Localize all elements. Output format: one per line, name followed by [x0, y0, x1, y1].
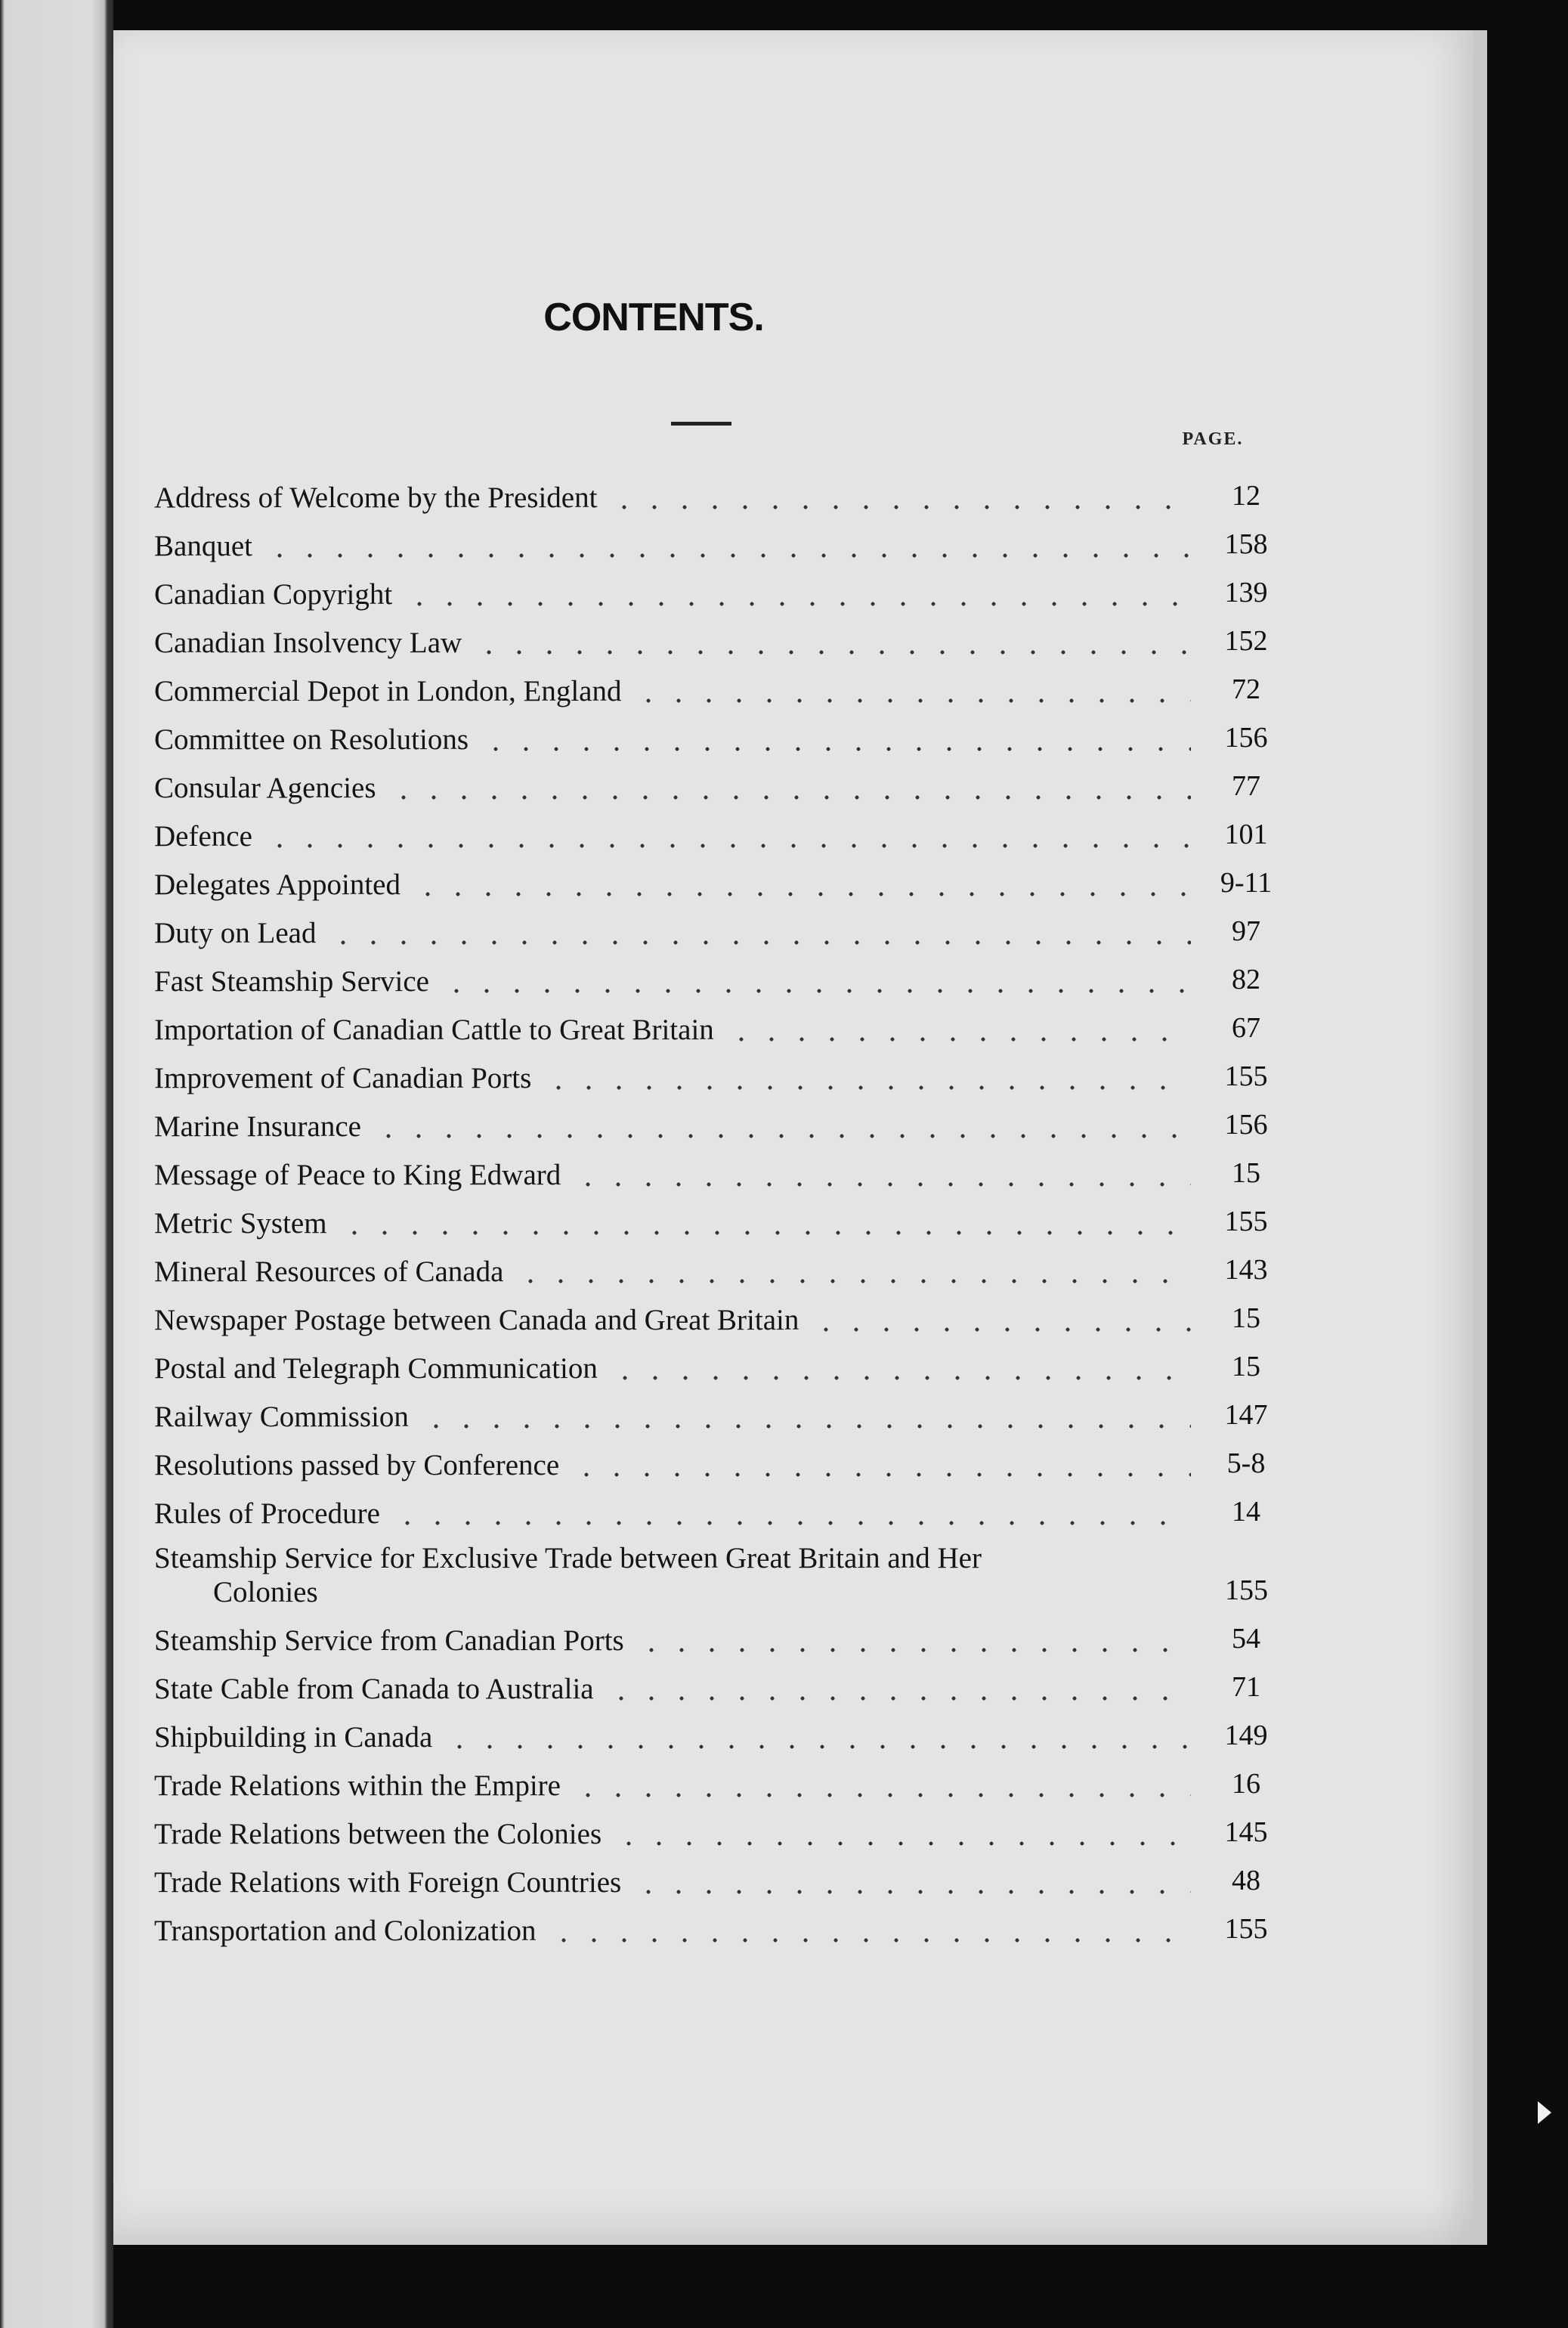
toc-entry-page: 14: [1232, 1496, 1260, 1528]
dot-leader: [726, 1013, 1191, 1043]
toc-entry-page: 156: [1224, 722, 1268, 754]
toc-entry-title: Trade Relations with Foreign Countries: [154, 1866, 633, 1900]
toc-entry-page: 97: [1232, 915, 1260, 947]
toc-entry-title: Banquet: [154, 530, 264, 564]
toc-entry: [154, 515, 1288, 564]
toc-entry-page: 149: [1224, 1720, 1268, 1751]
toc-entry-page: 155: [1224, 1913, 1268, 1945]
toc-entry-title: State Cable from Canada to Australia: [154, 1673, 606, 1707]
dot-leader: [264, 819, 1191, 850]
toc-entry: [154, 1483, 1288, 1531]
toc-entry: [154, 951, 1288, 999]
toc-entry-page: 54: [1232, 1623, 1260, 1655]
toc-entry-page: 9-11: [1220, 867, 1273, 899]
toc-entry-page: 156: [1224, 1109, 1268, 1141]
toc-entry: [154, 1048, 1288, 1096]
dot-leader: [543, 1061, 1191, 1091]
dot-leader: [404, 577, 1191, 608]
toc-entry-page: 77: [1232, 770, 1260, 802]
dot-leader: [571, 1448, 1191, 1478]
dot-leader: [515, 1255, 1191, 1285]
toc-entry: [154, 1852, 1288, 1900]
toc-entry: [154, 757, 1288, 806]
dot-leader: [413, 868, 1191, 898]
toc-entry-title: Steamship Service from Canadian Ports: [154, 1624, 636, 1658]
page-column-label: PAGE.: [1182, 429, 1244, 449]
toc-entry-page: 12: [1232, 480, 1260, 512]
toc-entry-page: 147: [1224, 1399, 1268, 1431]
toc-entry: [154, 999, 1288, 1048]
toc-entry-page: 15: [1232, 1302, 1260, 1334]
toc-entry-page: 152: [1224, 625, 1268, 657]
toc-entry-page: 145: [1224, 1816, 1268, 1848]
toc-entry: [154, 1386, 1288, 1435]
toc-entry: [154, 1755, 1288, 1803]
book-page: [113, 30, 1487, 2245]
toc-entry-page: 143: [1224, 1254, 1268, 1286]
toc-entry: [154, 1900, 1288, 1949]
toc-entry: [154, 467, 1288, 515]
dot-leader: [606, 1672, 1191, 1702]
toc-entry: [154, 1658, 1288, 1707]
toc-entry-title: Postal and Telegraph Communication: [154, 1352, 610, 1386]
dot-leader: [339, 1206, 1191, 1237]
toc-entry-title: Consular Agencies: [154, 772, 388, 806]
toc-entry-title-line1: Steamship Service for Exclusive Trade between Great Britain and Her: [154, 1542, 982, 1575]
toc-entry-title: Duty on Lead: [154, 917, 328, 951]
toc-entry: [154, 902, 1288, 951]
toc-entry-title: Importation of Canadian Cattle to Great Britain: [154, 1014, 726, 1048]
dot-leader: [549, 1914, 1191, 1944]
dot-leader: [609, 481, 1191, 511]
toc-entry-page: 48: [1232, 1865, 1260, 1896]
dot-leader: [328, 916, 1191, 946]
toc-entry-page: 139: [1224, 577, 1268, 608]
toc-entry-page: 72: [1232, 673, 1260, 705]
toc-entry: [154, 1803, 1288, 1852]
toc-entry-page: 155: [1224, 1060, 1268, 1092]
toc-entry-title: Marine Insurance: [154, 1110, 373, 1144]
contents-list: [154, 467, 1288, 1949]
toc-entry-page: 71: [1232, 1671, 1260, 1703]
toc-entry-title: Canadian Insolvency Law: [154, 627, 474, 661]
toc-entry: [154, 612, 1288, 661]
toc-entry-title: [154, 1542, 1192, 1610]
dot-leader: [392, 1497, 1191, 1527]
toc-entry-title: Committee on Resolutions: [154, 723, 481, 757]
toc-entry-title: Railway Commission: [154, 1401, 421, 1435]
toc-entry-page: 155: [1224, 1206, 1268, 1237]
toc-entry-title: Resolutions passed by Conference: [154, 1449, 571, 1483]
dot-leader: [573, 1158, 1191, 1188]
title-rule: [671, 422, 731, 426]
toc-entry: [154, 1531, 1288, 1610]
dot-leader: [421, 1400, 1191, 1430]
toc-entry-page: 155: [1225, 1574, 1269, 1606]
toc-entry: [154, 564, 1288, 612]
dot-leader: [614, 1817, 1191, 1847]
toc-entry-page: 158: [1224, 528, 1268, 560]
toc-entry-title: Newspaper Postage between Canada and Great Britain: [154, 1304, 811, 1338]
toc-entry-page: 67: [1232, 1012, 1260, 1044]
toc-entry-title: Transportation and Colonization: [154, 1915, 549, 1949]
toc-entry-page: 15: [1232, 1351, 1260, 1382]
toc-entry-title: Canadian Copyright: [154, 578, 404, 612]
toc-entry: [154, 661, 1288, 709]
toc-entry: [154, 1241, 1288, 1289]
toc-entry-title: Commercial Depot in London, England: [154, 675, 633, 709]
toc-entry-title: Improvement of Canadian Ports: [154, 1062, 543, 1096]
toc-entry-title-line2: Colonies: [213, 1576, 318, 1609]
dot-leader: [811, 1303, 1191, 1333]
toc-entry-title: Mineral Resources of Canada: [154, 1255, 515, 1289]
toc-entry: [154, 1193, 1288, 1241]
toc-entry: [154, 1435, 1288, 1483]
dot-leader: [610, 1351, 1191, 1382]
toc-entry: [154, 806, 1288, 854]
dot-leader: [264, 529, 1191, 559]
toc-entry-page: 5-8: [1226, 1447, 1266, 1479]
toc-entry-title: Shipbuilding in Canada: [154, 1721, 444, 1755]
toc-entry: [154, 1707, 1288, 1755]
toc-entry: [154, 1610, 1288, 1658]
dot-leader: [444, 1720, 1191, 1751]
dot-leader: [481, 723, 1191, 753]
toc-entry-title: Message of Peace to King Edward: [154, 1159, 573, 1193]
dot-leader: [636, 1624, 1191, 1654]
toc-entry: [154, 854, 1288, 902]
toc-entry-title: Fast Steamship Service: [154, 965, 441, 999]
toc-entry-page: 16: [1232, 1768, 1260, 1800]
toc-entry-title: Defence: [154, 820, 264, 854]
toc-entry-page: 15: [1232, 1157, 1260, 1189]
toc-entry-title: Address of Welcome by the President: [154, 481, 609, 515]
dot-leader: [474, 626, 1191, 656]
toc-entry-page: 82: [1232, 964, 1260, 995]
toc-entry-title: Trade Relations within the Empire: [154, 1769, 573, 1803]
scan-left-edge: [0, 0, 113, 2328]
toc-entry-title: Trade Relations between the Colonies: [154, 1818, 614, 1852]
dot-leader: [388, 771, 1191, 801]
dot-leader: [373, 1110, 1191, 1140]
dot-leader: [441, 964, 1191, 995]
toc-entry-title: Rules of Procedure: [154, 1497, 392, 1531]
dot-leader: [633, 674, 1191, 704]
toc-entry: [154, 1338, 1288, 1386]
scan-edge-mark: [1538, 2101, 1551, 2124]
toc-entry-title: Metric System: [154, 1207, 339, 1241]
toc-entry: [154, 1289, 1288, 1338]
page-title: CONTENTS.: [543, 296, 764, 339]
toc-entry-page: 101: [1224, 819, 1268, 850]
toc-entry: [154, 1096, 1288, 1144]
toc-entry: [154, 709, 1288, 757]
dot-leader: [633, 1865, 1191, 1896]
toc-entry-title: Delegates Appointed: [154, 868, 413, 902]
toc-entry: [154, 1144, 1288, 1193]
dot-leader: [573, 1769, 1191, 1799]
